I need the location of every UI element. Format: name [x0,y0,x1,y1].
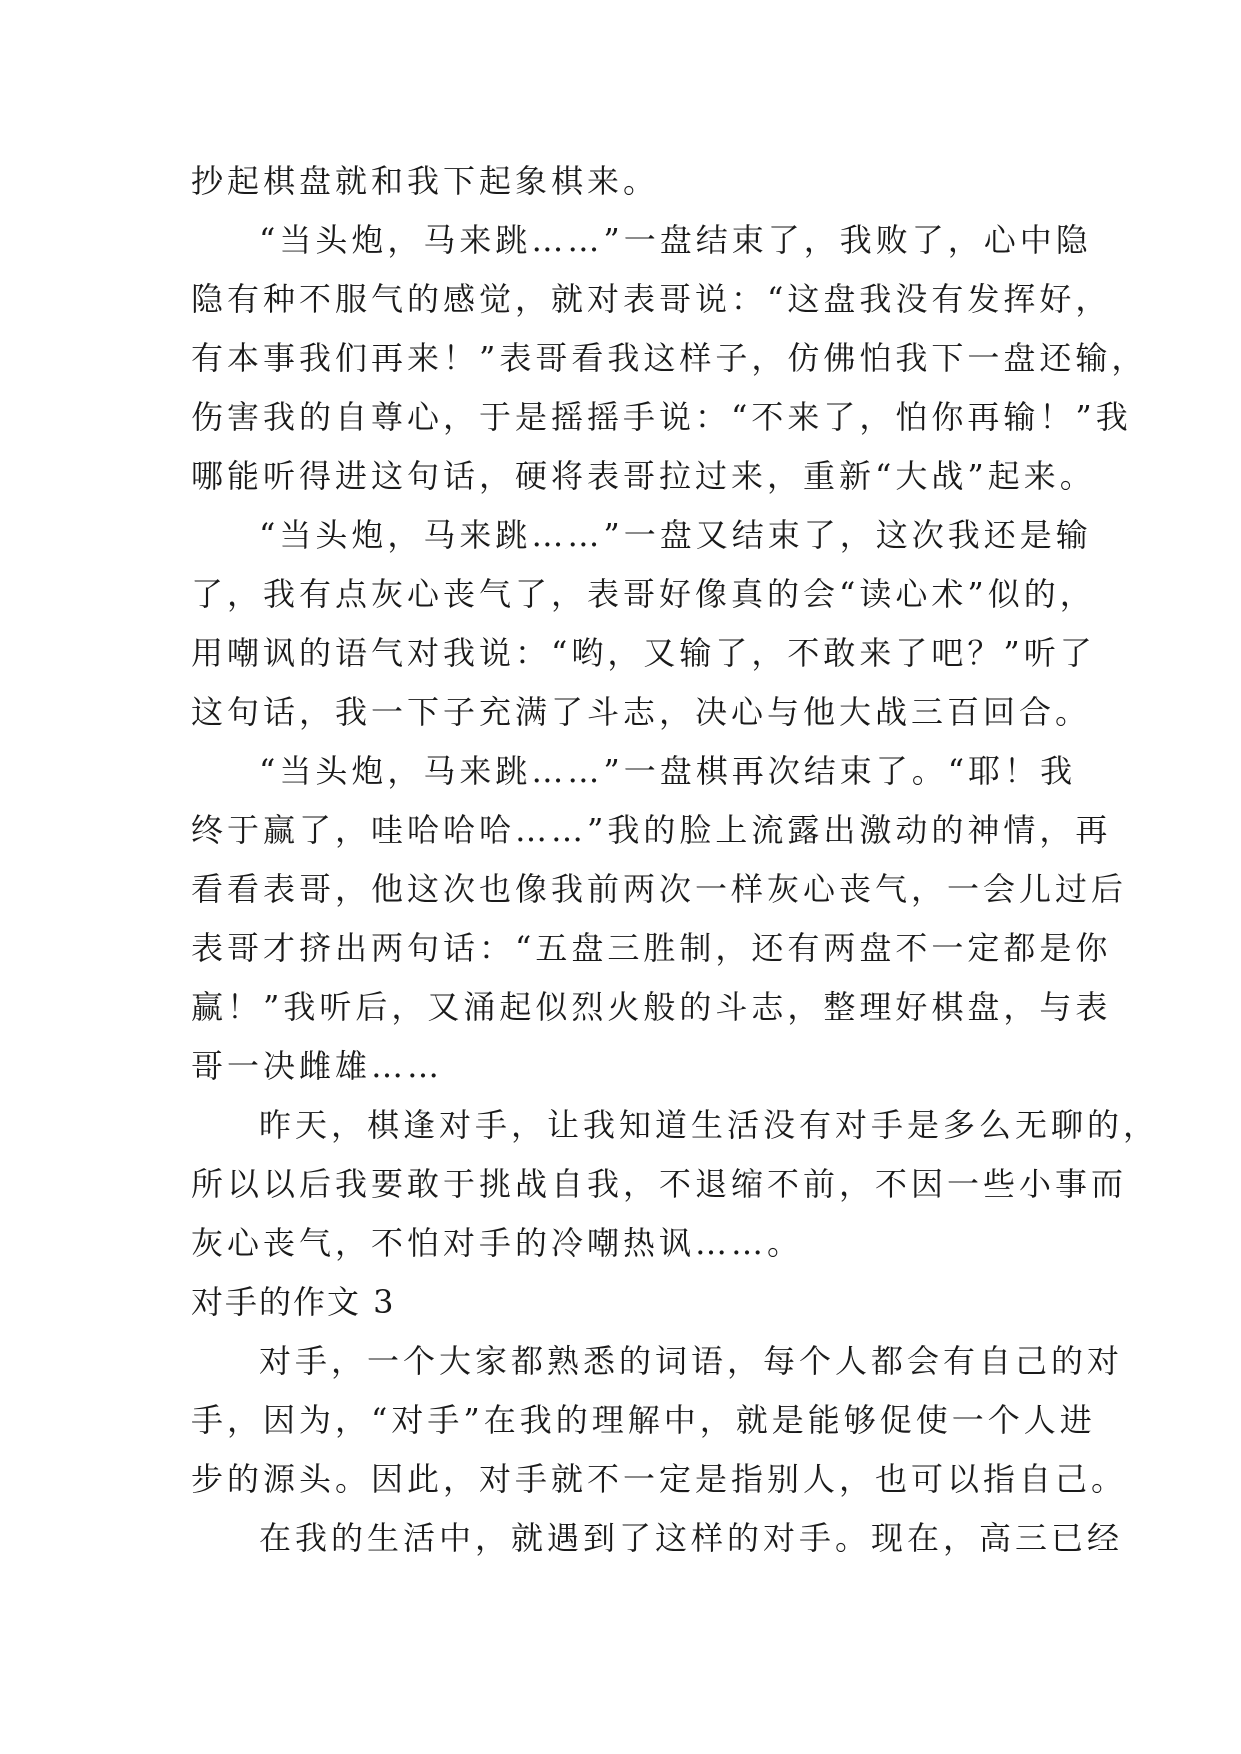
text-line: 了，我有点灰心丧气了，表哥好像真的会“读心术”似的， [191,575,1096,613]
text-line: “当头炮，马来跳……”一盘结束了，我败了，心中隐 [259,221,1092,259]
document-body [191,152,1160,1568]
text-line: 看看表哥，他这次也像我前两次一样灰心丧气，一会儿过后 [191,870,1128,908]
text-line: 昨天，棋逢对手，让我知道生活没有对手是多么无聊的， [259,1106,1160,1144]
text-line: 有本事我们再来！”表哥看我这样子，仿佛怕我下一盘还输， [191,339,1148,377]
text-line: 哥一决雌雄…… [191,1047,444,1085]
text-line: 表哥才挤出两句话：“五盘三胜制，还有两盘不一定都是你 [191,929,1112,967]
text-line: 伤害我的自尊心，于是摇摇手说：“不来了，怕你再输！”我 [191,398,1132,436]
text-line: 步的源头。因此，对手就不一定是指别人，也可以指自己。 [191,1460,1128,1498]
text-line: 用嘲讽的语气对我说：“哟，又输了，不敢来了吧？”听了 [191,634,1096,672]
text-line: “当头炮，马来跳……”一盘又结束了，这次我还是输 [259,516,1092,554]
text-line: 赢！”我听后，又涌起似烈火般的斗志，整理好棋盘，与表 [191,988,1112,1026]
text-line: 隐有种不服气的感觉，就对表哥说：“这盘我没有发挥好， [191,280,1112,318]
text-line: 所以以后我要敢于挑战自我，不退缩不前，不因一些小事而 [191,1165,1128,1203]
text-line: 手，因为，“对手”在我的理解中，就是能够促使一个人进 [191,1401,1096,1439]
text-line: 在我的生活中，就遇到了这样的对手。现在，高三已经 [259,1519,1124,1557]
text-line: 灰心丧气，不怕对手的冷嘲热讽……。 [191,1224,804,1262]
text-line: 抄起棋盘就和我下起象棋来。 [191,162,660,200]
section-heading: 对手的作文 3 [191,1283,396,1321]
text-line: 这句话，我一下子充满了斗志，决心与他大战三百回合。 [191,693,1092,731]
text-line: 对手，一个大家都熟悉的词语，每个人都会有自己的对 [259,1342,1124,1380]
text-line: 终于赢了，哇哈哈哈……”我的脸上流露出激动的神情，再 [191,811,1112,849]
text-line: “当头炮，马来跳……”一盘棋再次结束了。“耶！我 [259,752,1077,790]
text-line: 哪能听得进这句话，硬将表哥拉过来，重新“大战”起来。 [191,457,1096,495]
